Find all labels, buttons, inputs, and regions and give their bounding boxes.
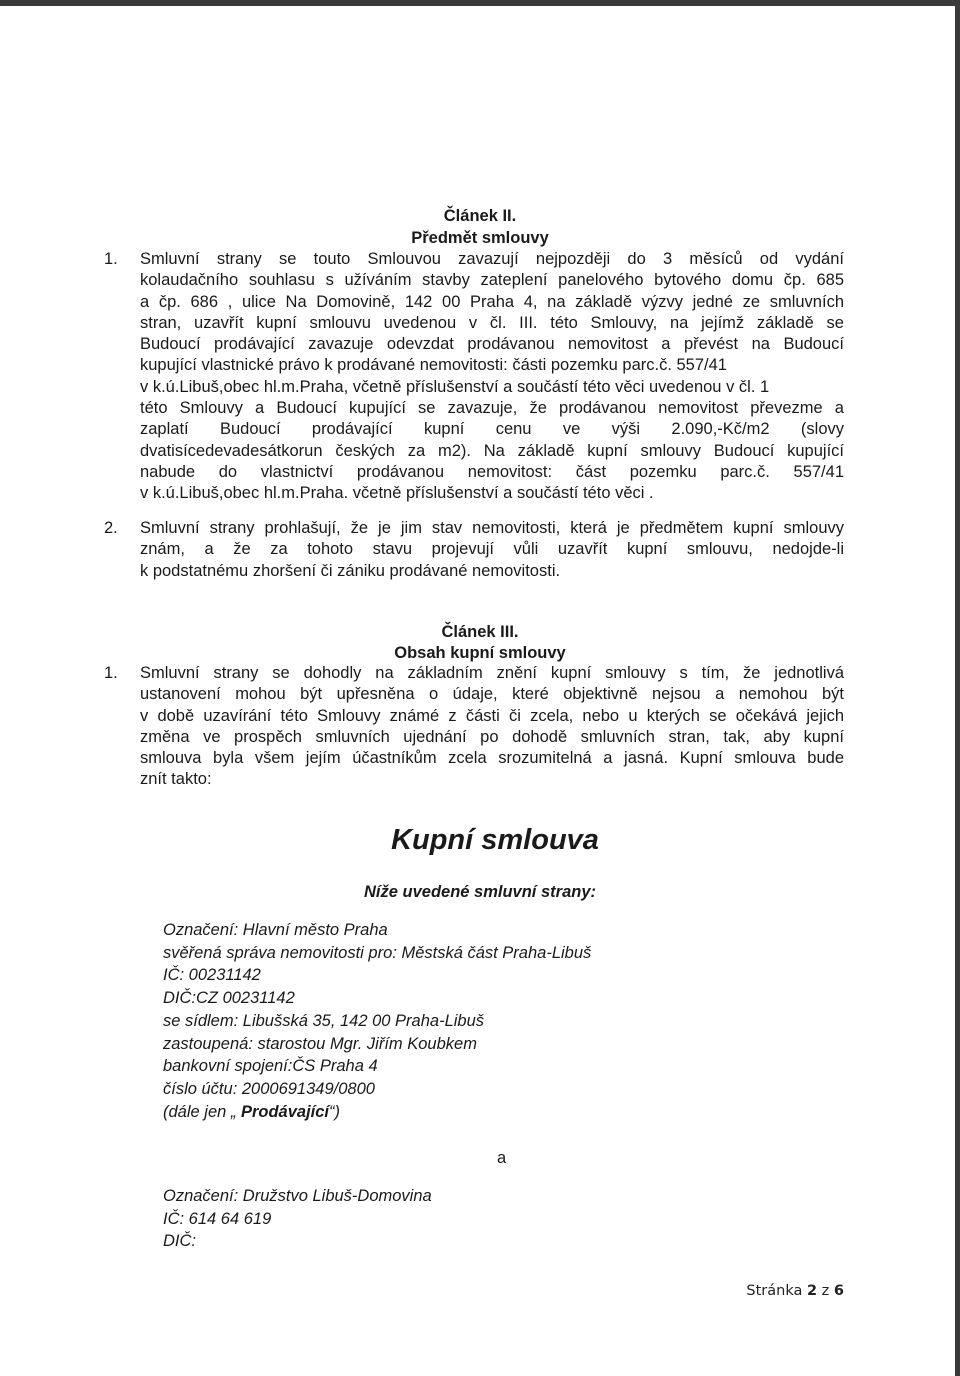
seller-alias	[163, 1101, 591, 1124]
buyer-ico: IČ: 614 64 619	[163, 1209, 272, 1228]
buyer-dic: DIČ:	[163, 1232, 196, 1251]
text-line: stran, uzavřít kupní smlouvu uvedenou v čl. III. této Smlouvy, na jejímž základě se	[140, 313, 844, 332]
text-line: v k.ú.Libuš,obec hl.m.Praha, včetně příslušenství a součástí této věci uvedenou v čl. 1	[140, 377, 770, 396]
article-3-number: Článek III.	[441, 623, 519, 641]
seller-account: číslo účtu: 2000691349/0800	[163, 1079, 375, 1098]
page-total: 6	[833, 1283, 844, 1299]
text-line: kupující vlastnické právo k prodávané nemovitosti: části pozemku parc.č. 557/41	[140, 356, 727, 375]
seller-dic: DIČ:CZ 00231142	[163, 989, 295, 1008]
article-2-item-2-number: 2.	[104, 519, 118, 537]
buyer-designation: Označení: Družstvo Libuš-Domovina	[163, 1187, 432, 1205]
text-line: dvatisícedevadesátkorun českých za m2). Na základě kupní smlouvy Budoucí kupující	[140, 441, 844, 460]
seller-ico: IČ: 00231142	[163, 966, 261, 985]
page-number	[746, 1282, 844, 1300]
seller-alias-name: Prodávající	[240, 1102, 330, 1121]
text-line: změna ve prospěch smluvních ujednání po dohodě smluvních stran, tak, aby kupní	[140, 727, 844, 746]
page-separator: z	[821, 1283, 830, 1299]
text-line: znám, a že za tohoto stavu projevují vůli uzavřít kupní smlouvu, nedojde-li	[140, 540, 844, 559]
party-conjunction: a	[497, 1149, 507, 1167]
article-3-item-1-number: 1.	[104, 664, 118, 682]
article-3-title: Obsah kupní smlouvy	[394, 644, 566, 662]
text-line: a čp. 686 , ulice Na Domovině, 142 00 Praha 4, na základě výzvy jedné ze smluvních	[140, 292, 844, 311]
text-line: kolaudačního souhlasu s užíváním stavby zateplení panelového bytového domu čp. 685	[140, 271, 844, 290]
article-2-item-2-text	[140, 518, 844, 582]
seller-block	[163, 919, 591, 1123]
text-line: znít takto:	[140, 770, 212, 789]
text-line: k podstatnému zhoršení či zániku prodávané nemovitosti.	[140, 561, 561, 580]
article-2-item-1-number: 1.	[104, 250, 118, 268]
buyer-block	[163, 1185, 432, 1253]
text-line: nabude do vlastnictví prodávanou nemovitost: část pozemku parc.č. 557/41	[140, 462, 844, 481]
text-line: Budoucí prodávající zavazuje odevzdat prodávanou nemovitost a převést na Budoucí	[140, 335, 844, 354]
page-label: Stránka	[746, 1283, 803, 1299]
text-line: Smluvní strany se dohodly na základním znění kupní smlouvy s tím, že jednotlivá	[140, 664, 844, 682]
text-line: této Smlouvy a Budoucí kupující se zavazuje, že prodávanou nemovitost převezme a	[140, 399, 844, 418]
seller-administration: svěřená správa nemovitosti pro: Městská část Praha-Libuš	[163, 943, 592, 962]
page-current: 2	[806, 1283, 818, 1299]
article-2-title: Předmět smlouvy	[411, 229, 549, 247]
seller-designation: Označení: Hlavní město Praha	[163, 921, 388, 939]
text-line: smlouva byla všem jejím účastníkům zcela srozumitelná a jasná. Kupní smlouva bude	[140, 749, 844, 768]
article-2-item-1-text	[140, 249, 844, 505]
seller-alias-prefix: (dále jen „	[163, 1102, 241, 1121]
article-2-number: Článek II.	[443, 207, 517, 225]
seller-address: se sídlem: Libušská 35, 142 00 Praha-Libuš	[163, 1011, 485, 1030]
contract-title: Kupní smlouva	[391, 824, 599, 856]
parties-heading: Níže uvedené smluvní strany:	[364, 883, 596, 901]
text-line: Smluvní strany se touto Smlouvou zavazují nejpozději do 3 měsíců od vydání	[140, 250, 844, 268]
text-line: zaplatí Budoucí prodávající kupní cenu ve výši 2.090,-Kč/m2 (slovy	[140, 420, 844, 439]
text-line: v době uzavírání této Smlouvy známé z části či zcela, nebo u kterých se očekává jejich	[140, 706, 844, 725]
seller-representative: zastoupená: starostou Mgr. Jiřím Koubkem	[163, 1034, 477, 1053]
text-line: ustanovení mohou být upřesněna o údaje, které objektivně nejsou a nemohou být	[140, 685, 844, 704]
text-line: v k.ú.Libuš,obec hl.m.Praha. včetně příslušenství a součástí této věci .	[140, 484, 654, 503]
scan-border-top	[0, 0, 960, 6]
article-3-item-1-text	[140, 663, 844, 791]
seller-alias-suffix: “)	[329, 1102, 341, 1121]
text-line: Smluvní strany prohlašují, že je jim stav nemovitosti, která je předmětem kupní smlouvy	[140, 519, 844, 537]
seller-bank: bankovní spojení:ČS Praha 4	[163, 1057, 378, 1076]
